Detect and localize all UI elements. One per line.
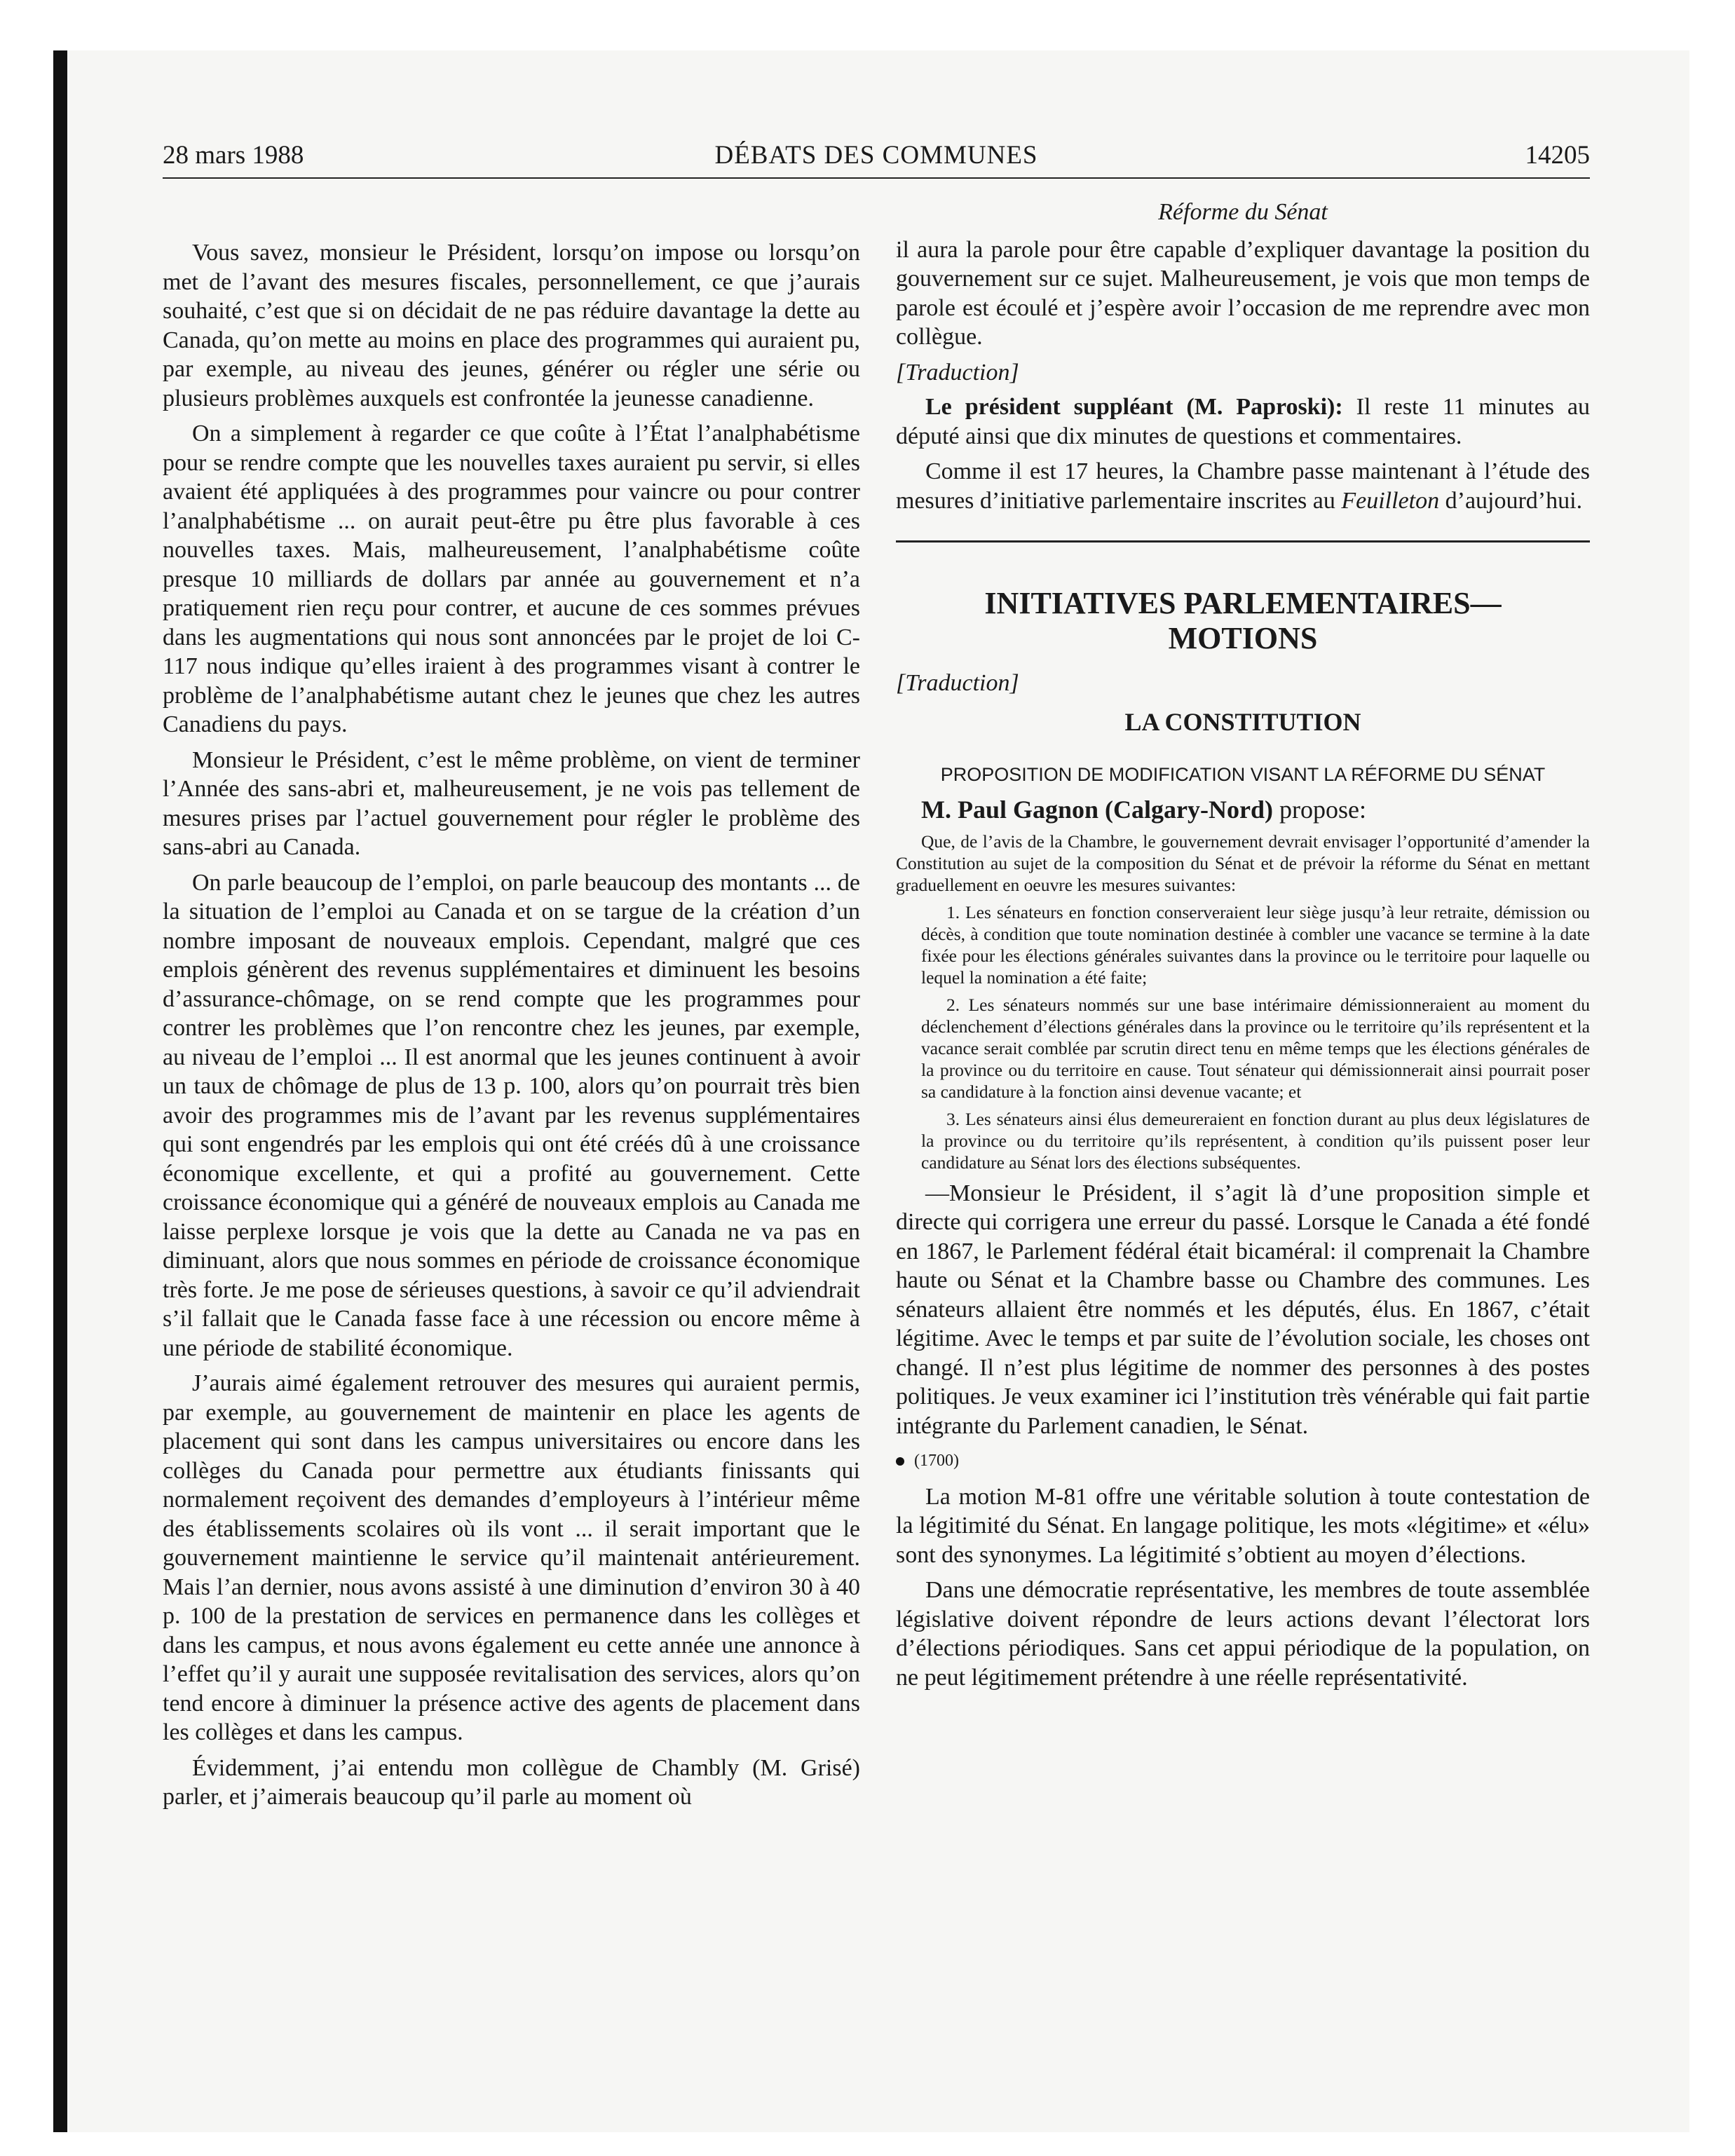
paragraph: —Monsieur le Président, il s’agit là d’une proposition simple et directe qui corrigera une erreur du passé. Lorsque le Canada a été fondé en 1867, le Parlement fédéral était bicaméral: il comprenait la Chambre haute ou Sénat et la Chambre basse ou Chambre des communes. Les sénateurs allaient être nommés et les députés, élus. En 1867, c’était légitime. Avec le temps et par suite de l’évolution sociale, les choses ont changé. Il n’est plus légitime de nommer des personnes à des postes politiques. Je veux examiner ici l’institution très vénérable qui fait partie intégrante du Parlement canadien, le Sénat. — [896, 1180, 1590, 1439]
motion-item: 1. Les sénateurs en fonction conserveraient leur siège jusqu’à leur retraite, démission ou décès, à condition que toute nomination destinée à combler une vacance se termine à la date fixée pour les élections générales suivantes dans la province ou le territoire pour laquelle ou lequel la nomination a été faite; — [921, 901, 1590, 988]
paragraph: La motion M-81 offre une véritable solution à toute contestation de la légitimité du Sénat. En langage politique, les mots «légitime» et «élu» sont des synonymes. La légitimité s’obtient au moyen d’élections. — [896, 1483, 1590, 1568]
speaker-text: Il reste 11 minutes au député ainsi que dix minutes de questions et commentaires. — [896, 394, 1591, 449]
bullet-dot-icon — [896, 1457, 904, 1466]
speaker-label: Le président suppléant (M. Paproski): — [925, 394, 1343, 420]
mover-action: propose: — [1279, 796, 1366, 824]
paragraph: Dans une démocratie représentative, les membres de toute assemblée législative doivent répondre de leurs actions devant l’électorat lors d’élections périodiques. Sans cet appui périodique de la population, on ne peut légitimement prétendre à une réelle représentativité. — [896, 1577, 1590, 1691]
motion-item: 2. Les sénateurs nommés sur une base intérimaire démissionneraient au moment du déclenchement d’élections générales dans la province ou le territoire qu’ils représentent et la vacance serait comblée par scrutin direct tenu en même temps que les élections générales de la province ou du territoire en cause. Tout sénateur qui démissionnerait ainsi pourrait poser sa candidature à la fonction ainsi devenue vacante; et — [921, 994, 1590, 1102]
time-mark-text: (1700) — [914, 1452, 959, 1470]
section-divider — [896, 540, 1590, 543]
left-column — [163, 238, 860, 1818]
section-title-line: MOTIONS — [1168, 621, 1318, 655]
feuilleton-word: Feuilleton — [1341, 487, 1440, 514]
header-publication: DÉBATS DES COMMUNES — [714, 141, 1038, 170]
running-head: Réforme du Sénat — [1158, 199, 1328, 225]
motion-text — [896, 831, 1590, 1173]
speaker-paragraph — [896, 393, 1590, 451]
right-column — [896, 198, 1590, 1698]
paragraph: Évidemment, j’ai entendu mon collègue de Chambly (M. Grisé) parler, et j’aimerais beaucoup qu’il parle au moment où — [163, 1754, 860, 1810]
section-title-line: INITIATIVES PARLEMENTAIRES— — [984, 586, 1502, 620]
time-mark — [896, 1447, 1590, 1476]
translation-tag: [Traduction] — [896, 670, 1019, 696]
paragraph — [896, 457, 1590, 515]
scan-edge-bar — [53, 50, 67, 2132]
paragraph: Vous savez, monsieur le Président, lorsqu’on impose ou lorsqu’on met de l’avant des mesures fiscales, personnellement, ce que j’aurais souhaité, c’est que si on décidait de ne pas réduire davantage la dette au Canada, qu’on mette au moins en place des programmes qui auraient pu, par exemple, au niveau des jeunes, générer ou régler une série ou plusieurs problèmes auxquels est confrontée la jeunesse canadienne. — [163, 240, 860, 411]
paragraph: On parle beaucoup de l’emploi, on parle beaucoup des montants ... de la situation de l’emploi au Canada et on se targue de la création d’un nombre imposant de nouveaux emplois. Cependant, malgré que ces emplois génèrent des revenus supplémentaires et diminuent les besoins d’assurance-chômage, on se rend compte que les programmes pour contrer les problèmes que l’on rencontre chez les jeunes, par exemple, au niveau de l’emploi ... Il est anormal que les jeunes continuent à avoir un taux de chômage de plus de 13 p. 100, alors qu’on pourrait très bien avoir des programmes mis de l’avant par les revenus supplémentaires qui sont engendrés par les emplois qui ont été créés dû à une croissance économique excellente, et qui a profité au gouvernement. Cette croissance économique qui a généré de nouveaux emplois au Canada me laisse perplexe lorsque je vois que la dette au Canada ne va pas en diminuant, alors que nous sommes en période de croissance économique très forte. Je me pose de sérieuses questions, à savoir ce qu’il adviendrait s’il fallait que le Canada fasse face à une récession ou encore même à une période de stabilité économique. — [163, 869, 860, 1361]
header-rule — [163, 177, 1590, 179]
translation-tag: [Traduction] — [896, 359, 1019, 386]
proposition-heading: PROPOSITION DE MODIFICATION VISANT LA RÉFORME DU SÉNAT — [940, 764, 1546, 785]
paragraph: il aura la parole pour être capable d’expliquer davantage la position du gouvernement sur ce sujet. Malheureusement, je vois que mon temps de parole est écoulé et j’espère avoir l’occasion de me reprendre avec mon collègue. — [896, 236, 1590, 350]
motion-item: 3. Les sénateurs ainsi élus demeureraient en fonction durant au plus deux législatures de la province ou du territoire qu’ils représentent, à condition qu’ils puissent poser leur candidature au Sénat lors des élections subséquentes. — [921, 1108, 1590, 1173]
paragraph: Monsieur le Président, c’est le même problème, on vient de terminer l’Année des sans-abri et, malheureusement, je ne vois pas tellement de mesures prises par l’actuel gouvernement pour régler le problème des sans-abri au Canada. — [163, 746, 860, 860]
header-page-number: 14205 — [1525, 141, 1590, 170]
hour-text-end: d’aujourd’hui. — [1445, 487, 1583, 514]
header-date: 28 mars 1988 — [163, 141, 304, 170]
paragraph: J’aurais aimé également retrouver des mesures qui auraient permis, par exemple, au gouvernement de maintenir en place les agents de placement qui sont dans les campus universitaires ou encore dans les collèges du Canada pour permettre aux étudiants finissants qui normalement reçoivent des demandes d’employeurs à l’intérieur même des établissements scolaires où ils vont ... il serait important que le gouvernement maintienne le service qu’il maintenait antérieurement. Mais l’an dernier, nous avons assisté à une diminution d’environ 30 à 40 p. 100 de la prestation de services en permanence dans les collèges et dans les campus, et nous avons également eu cette année une annonce à l’effet qu’il y aurait une supposée revitalisation des services, alors qu’on tend encore à diminuer la présence active des agents de placement dans les collèges et dans les campus. — [163, 1370, 860, 1745]
motion-intro: Que, de l’avis de la Chambre, le gouvernement devrait envisager l’opportunité d’amender la Constitution au sujet de la composition du Sénat et de prévoir la réforme du Sénat en mettant graduellement en oeuvre les mesures suivantes: — [896, 831, 1590, 895]
hour-text: Comme il est 17 heures, la Chambre passe maintenant à l’étude des mesures d’initiative parlementaire inscrites au — [896, 458, 1590, 514]
section-title — [896, 586, 1590, 656]
mover-line — [921, 796, 1590, 825]
mover-name: M. Paul Gagnon (Calgary-Nord) — [921, 796, 1273, 824]
paragraph: On a simplement à regarder ce que coûte à l’État l’analphabétisme pour se rendre compte que les nouvelles taxes auraient pu servir, si elles avaient été appliquées à des programmes pour vaincre ou pour contrer l’analphabétisme ... on aurait peut-être pu être plus favorable à ces nouvelles taxes. Mais, malheureusement, l’analphabétisme coûte presque 10 milliards de dollars par année au gouvernement et n’a pratiquement rien reçu pour contrer, et aucune de ces sommes prévues dans les augmentations qui nous sont annoncées par le projet de loi C-117 nous indique qu’elles iraient à des programmes visant à contrer le problème de l’analphabétisme autant chez le jeunes que chez les autres Canadiens du pays. — [163, 421, 860, 737]
page-header — [163, 140, 1590, 182]
subject-heading: LA CONSTITUTION — [1124, 707, 1361, 736]
